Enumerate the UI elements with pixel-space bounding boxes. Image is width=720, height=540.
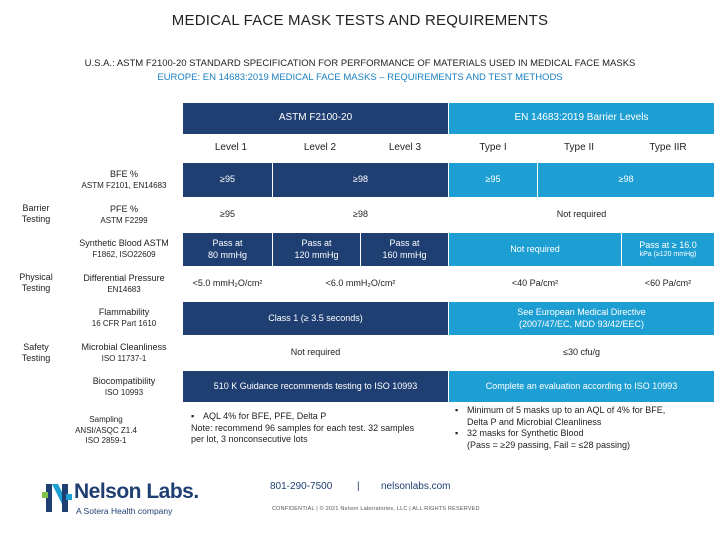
bfe-type2: ≥98 bbox=[538, 163, 714, 197]
blood-type2r-b: kPa (≥120 mmHg) bbox=[639, 250, 697, 258]
sampling-en-bullet1-a: Minimum of 5 masks up to an AQL of 4% for BFE, bbox=[467, 405, 666, 415]
flam-en-line2: (2007/47/EC, MDD 93/42/EEC) bbox=[518, 318, 645, 329]
row-label-sampling-name: Sampling bbox=[89, 415, 123, 425]
footer-separator: | bbox=[357, 481, 360, 492]
row-label-flam bbox=[66, 302, 182, 335]
row-label-dp bbox=[66, 268, 182, 300]
flam-astm: Class 1 (≥ 3.5 seconds) bbox=[183, 302, 448, 335]
row-label-bfe-name: BFE % bbox=[109, 168, 138, 179]
row-label-bfe bbox=[66, 163, 182, 197]
sampling-en-bullet1-b: Delta P and Microbial Cleanliness bbox=[467, 416, 602, 427]
header-level3: Level 3 bbox=[364, 138, 446, 158]
row-label-sampling-std1: ANSI/ASQC Z1.4 bbox=[75, 425, 137, 435]
pfe-level23: ≥98 bbox=[273, 199, 448, 231]
logo-name: Nelson Labs. bbox=[74, 480, 199, 503]
bfe-type1: ≥95 bbox=[449, 163, 537, 197]
logo-tagline: A Sotera Health company bbox=[76, 506, 173, 516]
blood-type2r-a: Pass at ≥ 16.0 bbox=[639, 239, 697, 250]
row-label-blood-std: F1862, ISO22609 bbox=[92, 249, 156, 259]
micro-en: ≤30 cfu/g bbox=[449, 337, 714, 369]
row-label-pfe bbox=[66, 199, 182, 231]
flam-en-line1: See European Medical Directive bbox=[517, 307, 646, 318]
sampling-en-bullet1 bbox=[455, 405, 717, 428]
page-title: MEDICAL FACE MASK TESTS AND REQUIREMENTS bbox=[171, 12, 549, 29]
blood-level1 bbox=[183, 233, 272, 266]
nelson-labs-mark-icon bbox=[40, 480, 74, 516]
blood-level3-a: Pass at bbox=[389, 238, 420, 249]
row-label-micro-std: ISO 11737-1 bbox=[101, 353, 147, 363]
pfe-en: Not required bbox=[449, 199, 714, 231]
footer-confidential: CONFIDENTIAL | © 2021 Nelson Laboratories, LLC | ALL RIGHTS RESERVED bbox=[272, 506, 480, 512]
header-type1: Type I bbox=[450, 138, 536, 158]
row-label-bio-std: ISO 10993 bbox=[104, 387, 144, 397]
row-label-pfe-std: ASTM F2299 bbox=[100, 215, 148, 225]
footer-website-link[interactable]: nelsonlabs.com bbox=[381, 481, 451, 492]
sampling-astm-bullet: ▪ AQL 4% for BFE, PFE, Delta P bbox=[191, 411, 447, 423]
row-label-micro-name: Microbial Cleanliness bbox=[81, 341, 167, 352]
row-label-sampling-std2: ISO 2859-1 bbox=[85, 436, 127, 446]
sampling-en bbox=[455, 405, 717, 452]
row-label-pfe-name: PFE % bbox=[109, 203, 138, 214]
footer-phone: 801-290-7500 bbox=[270, 481, 333, 492]
blood-level3 bbox=[361, 233, 448, 266]
dp-type2r: <60 Pa/cm² bbox=[622, 268, 714, 300]
flam-en bbox=[449, 302, 714, 335]
section-barrier: Barrier Testing bbox=[21, 203, 51, 225]
row-label-blood-name: Synthetic Blood ASTM bbox=[79, 237, 169, 248]
blood-level2-b: 120 mmHg bbox=[294, 249, 339, 260]
pfe-level1: ≥95 bbox=[183, 199, 272, 231]
row-label-sampling bbox=[50, 405, 162, 457]
nelson-labs-logo bbox=[40, 478, 240, 518]
bio-en: Complete an evaluation according to ISO 10993 bbox=[449, 371, 714, 402]
subtitle-usa: U.S.A.: ASTM F2100-20 STANDARD SPECIFICATION FOR PERFORMANCE OF MATERIALS USED IN MEDICAL FACE MASKS bbox=[84, 58, 636, 69]
blood-en12: Not required bbox=[449, 233, 621, 266]
sampling-en-bullet2-b: (Pass = ≥29 passing, Fail = ≤28 passing) bbox=[467, 440, 630, 451]
blood-type2r bbox=[622, 233, 714, 266]
section-safety: Safety Testing bbox=[21, 342, 51, 364]
section-physical: Physical Testing bbox=[19, 272, 53, 294]
header-type2: Type II bbox=[536, 138, 622, 158]
row-label-flam-name: Flammability bbox=[98, 307, 150, 318]
header-astm: ASTM F2100-20 bbox=[183, 103, 448, 134]
row-label-micro bbox=[66, 337, 182, 369]
dp-level1: <5.0 mmH₂O/cm² bbox=[183, 268, 272, 300]
row-label-bio-name: Biocompatibility bbox=[92, 375, 156, 386]
blood-level2 bbox=[273, 233, 360, 266]
bfe-level1: ≥95 bbox=[183, 163, 272, 197]
header-level2: Level 2 bbox=[279, 138, 361, 158]
sampling-en-bullet2-a: 32 masks for Synthetic Blood bbox=[467, 428, 584, 439]
sampling-en-bullet2 bbox=[455, 428, 717, 451]
header-en: EN 14683:2019 Barrier Levels bbox=[449, 103, 714, 134]
subtitle-europe: EUROPE: EN 14683:2019 MEDICAL FACE MASKS – REQUIREMENTS AND TEST METHODS bbox=[157, 72, 563, 83]
row-label-dp-name: Differential Pressure bbox=[83, 272, 165, 283]
row-label-blood bbox=[66, 233, 182, 265]
micro-astm: Not required bbox=[183, 337, 448, 369]
blood-level2-a: Pass at bbox=[301, 238, 332, 249]
row-label-bio bbox=[66, 371, 182, 403]
row-label-flam-std: 16 CFR Part 1610 bbox=[91, 319, 157, 329]
bfe-level23: ≥98 bbox=[273, 163, 448, 197]
dp-level23: <6.0 mmH₂O/cm² bbox=[273, 268, 448, 300]
blood-level1-a: Pass at bbox=[212, 238, 243, 249]
row-label-bfe-std: ASTM F2101, EN14683 bbox=[81, 180, 167, 190]
header-level1: Level 1 bbox=[190, 138, 272, 158]
blood-level3-b: 160 mmHg bbox=[382, 249, 427, 260]
row-label-dp-std: EN14683 bbox=[107, 284, 141, 294]
dp-en12: <40 Pa/cm² bbox=[449, 268, 621, 300]
sampling-astm-note2: per lot, 3 nonconsecutive lots bbox=[191, 434, 308, 445]
sampling-astm bbox=[191, 411, 447, 446]
sampling-astm-note: Note: recommend 96 samples for each test. 32 samples bbox=[191, 422, 415, 433]
blood-level1-b: 80 mmHg bbox=[207, 249, 247, 260]
header-type2r: Type IIR bbox=[622, 138, 714, 158]
bio-astm: 510 K Guidance recommends testing to ISO 10993 bbox=[183, 371, 448, 402]
